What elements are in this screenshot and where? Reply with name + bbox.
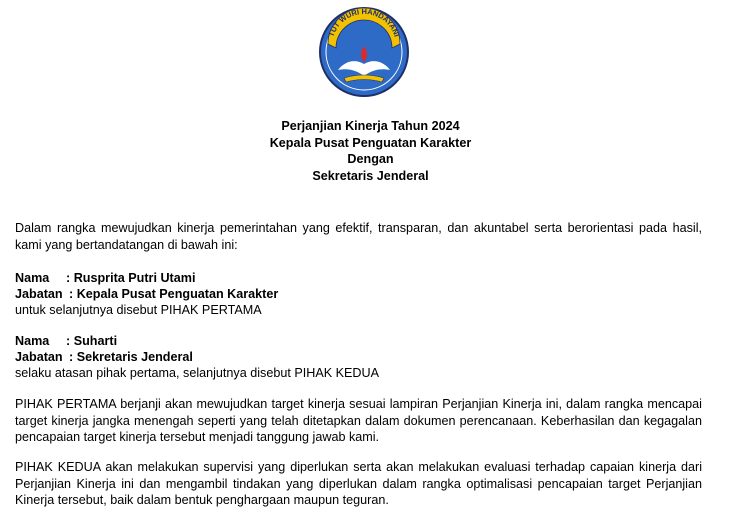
pihak1-nama-value: : Rusprita Putri Utami bbox=[66, 271, 196, 285]
pihak1-jabatan-row bbox=[15, 286, 278, 303]
paragraph-pihak-kedua: PIHAK KEDUA akan melakukan supervisi yang diperlukan serta akan melakukan evaluasi terhadap capaian kinerja dari Perjanjian Kinerja ini dan mengambil tindakan yang diperlukan dalam rangka optimalisasi pencapaian target Perjanjian Kinerja tersebut, baik dalam bentuk penghargaan maupun teguran. bbox=[15, 460, 702, 507]
pihak2-jabatan-value: : Sekretaris Jenderal bbox=[69, 350, 193, 364]
document-title bbox=[0, 118, 741, 184]
pihak1-nama-row bbox=[15, 270, 195, 287]
pihak1-jabatan-value: : Kepala Pusat Penguatan Karakter bbox=[69, 287, 279, 301]
pihak2-note: selaku atasan pihak pertama, selanjutnya disebut PIHAK KEDUA bbox=[15, 366, 380, 380]
title-line-1: Perjanjian Kinerja Tahun 2024 bbox=[281, 119, 460, 133]
pihak2-nama-value: : Suharti bbox=[66, 334, 118, 348]
pihak2-jabatan-row bbox=[15, 349, 193, 366]
title-line-4: Sekretaris Jenderal bbox=[312, 168, 429, 183]
pihak2-nama-row bbox=[15, 333, 117, 350]
title-line-2: Kepala Pusat Penguatan Karakter bbox=[269, 135, 472, 150]
pihak1-jabatan-label: Jabatan bbox=[15, 287, 63, 301]
pihak2-jabatan-label: Jabatan bbox=[15, 350, 63, 364]
pihak1-nama-label: Nama bbox=[15, 271, 50, 285]
pihak2-nama-label: Nama bbox=[15, 334, 50, 348]
tut-wuri-handayani-logo bbox=[316, 2, 412, 100]
pihak1-note: untuk selanjutnya disebut PIHAK PERTAMA bbox=[15, 303, 262, 317]
title-line-3: Dengan bbox=[347, 152, 394, 166]
intro-paragraph: Dalam rangka mewujudkan kinerja pemerintahan yang efektif, transparan, dan akuntabel serta berorientasi pada hasil, kami yang bertandatangan di bawah ini: bbox=[15, 221, 702, 252]
logo-motto-text: TUT WURI HANDAYANI bbox=[326, 6, 402, 38]
paragraph-pihak-pertama: PIHAK PERTAMA berjanji akan mewujudkan target kinerja sesuai lampiran Perjanjian Kinerja ini, dalam rangka mencapai target kinerja jangka menengah seperti yang telah ditetapkan dalam dokumen perencanaan. Keberhasilan dan kegagalan pencapaian target kinerja tersebut menjadi tanggung jawab kami. bbox=[15, 397, 702, 444]
